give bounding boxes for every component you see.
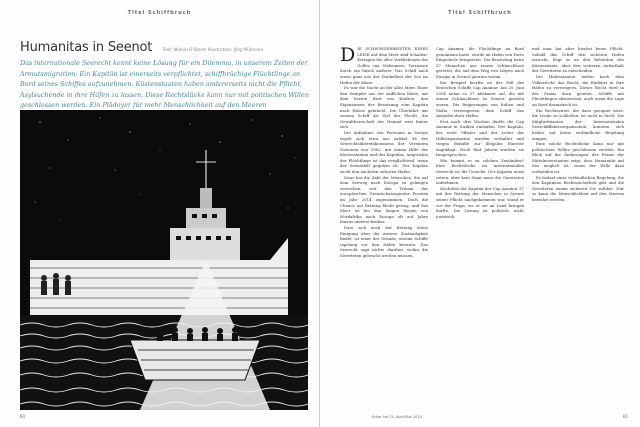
issue-masthead: Ecker No 75, April/Mai 2014 [372,415,422,419]
right-page [320,0,640,427]
drop-cap: D [340,46,356,66]
text-column-1 [340,46,428,408]
col3-para-3: Ein Rechtsstreit, der dazu geeignet wäre, die Lücke zu schließen, ist nicht in Sicht. Die Mitgliedstaaten der Internationalen Seeschifffahrtsorganisation konnten sich bisher auf keine verbindliche Regelung einigen. [532,107,624,141]
left-folio: 60 [20,414,26,419]
title-row [20,40,309,55]
col1-para-3: Die Aufnahme von Personen in Seenot regelt sich etwa aus Artikel 98 des Seerechtsübereinkommens der Vereinten Nationen von 1982, mit einem Hilfe der Küstenstaaten und des Kapitäns. Angesichts der Flüchtlinge ist das verpflichtend, wenn der Seenotfall gegeben ist. Der Kapitän sucht den nächsten sicheren Hafen. [340,129,428,175]
article-credits: Text: Malvin O'Storm Illustration: Jörg Mülmann [162,48,264,53]
right-folio: 61 [622,414,628,419]
article-lead: Das internationale Seerecht kennt keine Lösung für ein Dilemma, in unserem Zeiten der Armutsmigration: Ein Kapitän ist einerseits verpflichtet, schiffbrüchige Flüchtlinge an Bord seines Schiffes aufzunehmen. Küstenstaaten haben andererseits nicht die Pflicht, Asylsuchende in ihre Häfen zu lassen. Diese Rechtslücke kann nur mit politischen Willen geschlossen werden. Ein Plädoyer für mehr Menschlichkeit auf den Meeren [20,59,309,110]
col3-para-1: und man hat aber hierbei keine Pflicht. Sobald das Schiff den sicheren Hafen erreicht, liegt es an den Behörden des Küstenstaats, über den weiteren Aufenthalt der Geretteten zu entscheiden. [532,46,624,74]
col3-para-4: Eine solche Rechtslücke kann nur mit politischem Willen geschlossen werden. Ein Blick auf die Änderungen der Praxis der Mittelmeerstaaten zeigt, dass Humanität auf See möglich ist, wenn der Wille dazu vorhanden ist. [532,141,624,175]
text-column-3 [532,46,624,408]
col2-para-1: Cap Anamur, die Flüchtlinge an Bord genommen hatte, wurde im Hafen von Porto Empedocle festgesetzt. Die Besatzung hatte 37 Menschen aus einem Schlauchboot gerettet, die auf dem Weg von Libyen nach Europa in Seenot geraten waren. [436,46,524,79]
article-title: Humanitas in Seenot [20,40,153,55]
col3-para-5: Es bedarf einer verbindlichen Regelung, die den Kapitänen Rechtssicherheit gibt und die Geretteten einem sicheren Ort zuführt. Nur so kann die Menschlichkeit auf den Meeren bewahrt werden. [532,174,624,203]
col2-para-3: Erst nach drei Wochen durfte die Cap Anamur in Sizilien einlaufen. Der Kapitän, der erste Offizier und der Leiter der Hilfsorganisation wurden verhaftet und wegen Beihilfe zur illegalen Einreise angeklagt. Nach fünf Jahren wurden sie freigesprochen. [436,118,524,158]
col2-para-5: Nachdem der Kapitän der Cap Anamur 37 mit der Rettung der Menschen in Seenot seiner Pflicht nachgekommen war, stand er vor der Frage, wo er sie an Land bringen durfte. Die Lösung ist politisch, nicht juristisch. [436,185,524,219]
col2-para-2: Ein Beispiel hierfür ist der Fall des deutschen Schiffs Cap Anamur. Am 20. Juni 2004 nahm es 37 Afrikaner auf, die mit einem Schlauchboot in Seenot geraten waren. Die Regierungen von Italien und Malta verweigerten dem Schiff das Anlaufen ihrer Häfen. [436,79,524,119]
col1-para-4: Zwar hat die Zahl der Menschen, die auf dem Seeweg nach Europa zu gelangen versuchen, seit den Tränen der europäischen Grenzschutzagentur Frontex im Jahr 2014 zugenommen. Doch die Chance auf Rettung bleibt gering, und das Meer ist bei den langen Wegen von Nordafrika nach Europa oft auf Jahre hinaus unberechenbar. [340,174,428,225]
col2-para-4: Wie kommt es zu solchen Zuständen? Eine Rechtslücke im internationalen Seerecht ist die Ursache. Der Kapitän muss retten, aber kein Staat muss die Geretteten aufnehmen. [436,157,524,186]
left-running-head: Titel Schiffbruch [127,10,192,16]
col3-para-2: Die Hafenstaaten haben nach dem Völkerrecht das Recht, die Einfahrt in ihre Häfen zu verweigern. Dieses Recht wird in der Praxis dazu genutzt, Schiffe mit Flüchtlingen abzuweisen, auch wenn die Lage an Bord dramatisch ist. [532,73,624,107]
col1-para-2: Es war die Nacht an der alles Meer. Einer den Dampfer aus der südlichen Küste, mit dem letzten Rest von Kräften, den Eigennamen der Besatzung zum Kapitän nach Hause gebracht. Die Überfahrt mit seinem Schiff als Ziel der Flucht, die Gewaltherrschaft der Heimat weit hinter sich. [340,85,428,130]
right-running-head: Titel Schiffbruch [448,10,512,16]
col1-para-5: Dass sich nach der Rettung keine Einigung über die weitere Zuständigkeit findet, ist einer der Gründe, warum Schiffe tagelang vor den Häfen kreuzen. Das Seerecht sagt nichts darüber, wohin die Geretteten gebracht werden müssen. [340,225,428,258]
text-column-2 [436,46,524,408]
col1-para-1: IE SCHWINDERREISTEN EINES LEISE auf dem Meer sind Schaden-Ertragen die alles Verbliebenen des Golfes van Südsumers, Terrassen durch ein falsch anderer. Das Schiff nach einen ganz aus der Dunkelheit der See im Hafen der Küste. [340,46,428,85]
ship-illustration [20,110,308,410]
